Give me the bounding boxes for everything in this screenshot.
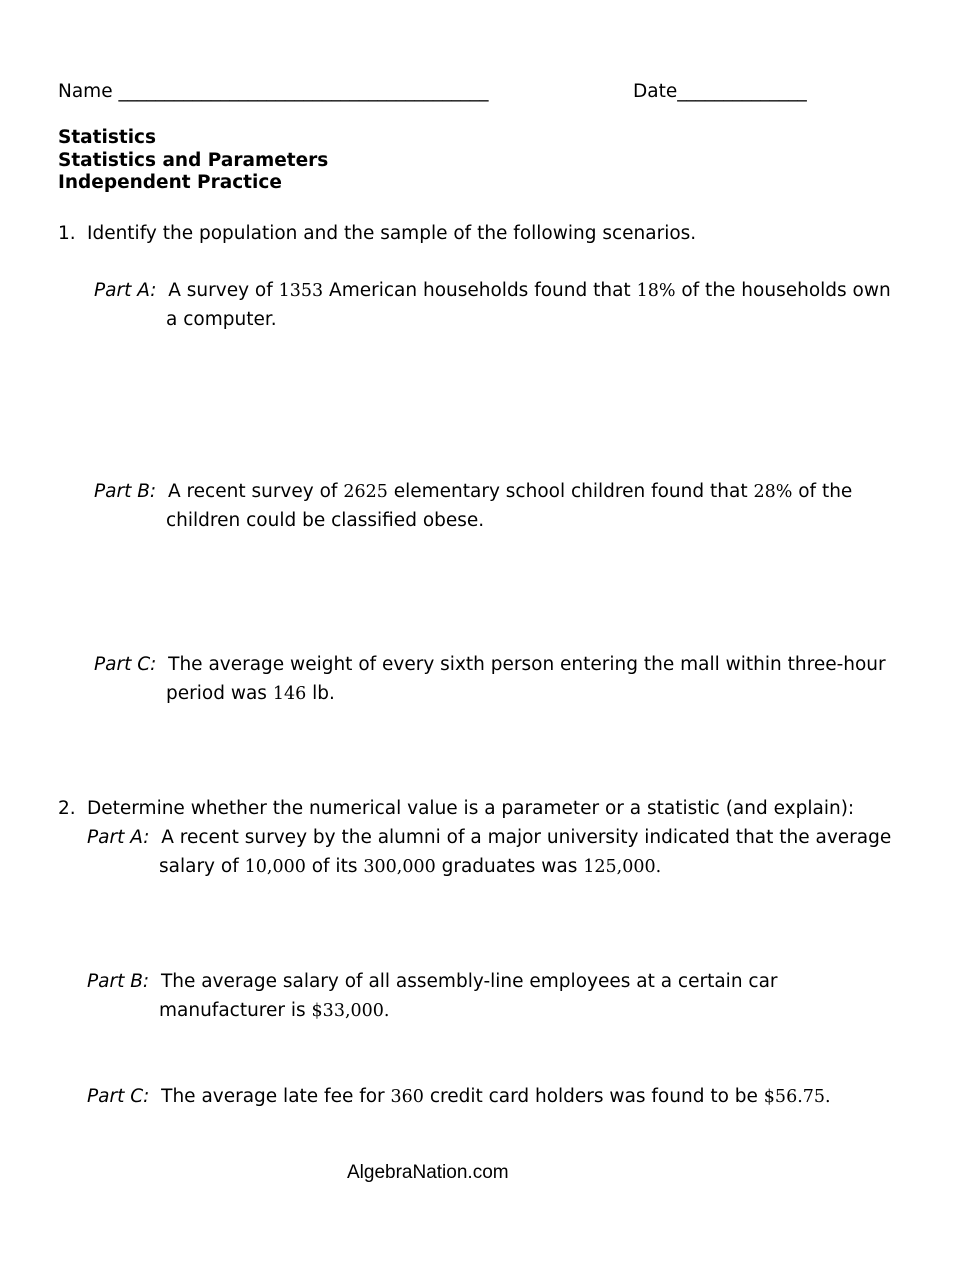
q2-part-a-line-2 bbox=[159, 858, 661, 877]
q1-part-b-text-3: of the bbox=[792, 481, 853, 502]
q1-part-c-line-1 bbox=[94, 656, 886, 675]
q1-part-c-text-3: lb. bbox=[306, 683, 335, 704]
date-field bbox=[633, 83, 807, 102]
q2-part-b-label: Part B: bbox=[87, 971, 150, 992]
q2-part-c-line-1 bbox=[87, 1088, 831, 1107]
title-line-2: Statistics and Parameters bbox=[58, 150, 329, 171]
q1-part-a-label: Part A: bbox=[94, 280, 157, 301]
q2-part-c-text-2: credit card holders was found to be bbox=[423, 1086, 764, 1107]
q1-part-c-label: Part C: bbox=[94, 654, 157, 675]
q2-part-a-line-1 bbox=[87, 829, 891, 848]
q1-part-a-line-1 bbox=[94, 282, 891, 301]
q2-part-a-text-1: A recent survey by the alumni of a major university indicated that the average bbox=[161, 827, 892, 848]
q2-part-a-num-3: 125,000. bbox=[583, 857, 662, 877]
name-field bbox=[58, 83, 488, 102]
q2-number: 2. bbox=[58, 798, 76, 819]
q1-part-c-text-2: period was bbox=[166, 683, 273, 704]
q2-part-c-num-2: $56.75. bbox=[763, 1087, 831, 1107]
q1-part-b-num-2: 28% bbox=[753, 482, 793, 502]
q1-part-c-num-1: 146 bbox=[272, 684, 307, 704]
q2-part-b-line-2 bbox=[159, 1002, 389, 1021]
q1-part-a-num-2: 18% bbox=[636, 281, 676, 301]
q1-part-a-text-2: American households found that bbox=[323, 280, 637, 301]
q2-part-b-text-2: manufacturer is bbox=[159, 1000, 312, 1021]
name-label: Name bbox=[58, 81, 113, 102]
footer-site-name: AlgebraNation.com bbox=[347, 1162, 509, 1183]
q2-part-a-text-2: salary of bbox=[159, 856, 245, 877]
q2-part-c-label: Part C: bbox=[87, 1086, 150, 1107]
q2-part-c-text-1: The average late fee for bbox=[161, 1086, 391, 1107]
q1-part-a-text-3: of the households own bbox=[675, 280, 891, 301]
q2-part-b-line-1 bbox=[87, 973, 778, 992]
q1-prompt: Identify the population and the sample of the following scenarios. bbox=[87, 223, 697, 244]
q1-number: 1. bbox=[58, 223, 76, 244]
q1-part-b-line-1 bbox=[94, 483, 852, 502]
q1-part-a-num-1: 1353 bbox=[278, 281, 324, 301]
q1-part-a-line-2: a computer. bbox=[166, 309, 277, 330]
date-line: ______________ bbox=[677, 81, 807, 102]
q1-part-a-text-1: A survey of bbox=[168, 280, 279, 301]
q1-part-b-text-1: A recent survey of bbox=[167, 481, 344, 502]
q1-part-b-label: Part B: bbox=[94, 481, 157, 502]
q2-part-a-label: Part A: bbox=[87, 827, 150, 848]
date-label: Date bbox=[633, 81, 678, 102]
q2-part-b-text-1: The average salary of all assembly-line employees at a certain car bbox=[160, 971, 778, 992]
q2-part-a-num-2: 300,000 bbox=[363, 857, 436, 877]
q1-part-b-num-1: 2625 bbox=[343, 482, 388, 502]
name-line: ________________________________________ bbox=[118, 81, 489, 102]
title-line-1: Statistics bbox=[58, 127, 157, 148]
q1-part-c-text-1: The average weight of every sixth person entering the mall within three-hour bbox=[168, 654, 886, 675]
q2-part-c-num-1: 360 bbox=[390, 1087, 424, 1107]
q2-part-a-num-1: 10,000 bbox=[244, 857, 306, 877]
q2-part-a-text-3: of its bbox=[305, 856, 364, 877]
title-line-3: Independent Practice bbox=[58, 172, 282, 193]
q2-part-b-num-1: $33,000. bbox=[311, 1001, 390, 1021]
q1-part-b-text-2: elementary school children found that bbox=[387, 481, 754, 502]
q1-part-b-line-2: children could be classified obese. bbox=[166, 510, 485, 531]
q2-prompt: Determine whether the numerical value is a parameter or a statistic (and explain): bbox=[87, 798, 855, 819]
q1-part-c-line-2 bbox=[166, 685, 335, 704]
q2-part-a-text-4: graduates was bbox=[435, 856, 584, 877]
